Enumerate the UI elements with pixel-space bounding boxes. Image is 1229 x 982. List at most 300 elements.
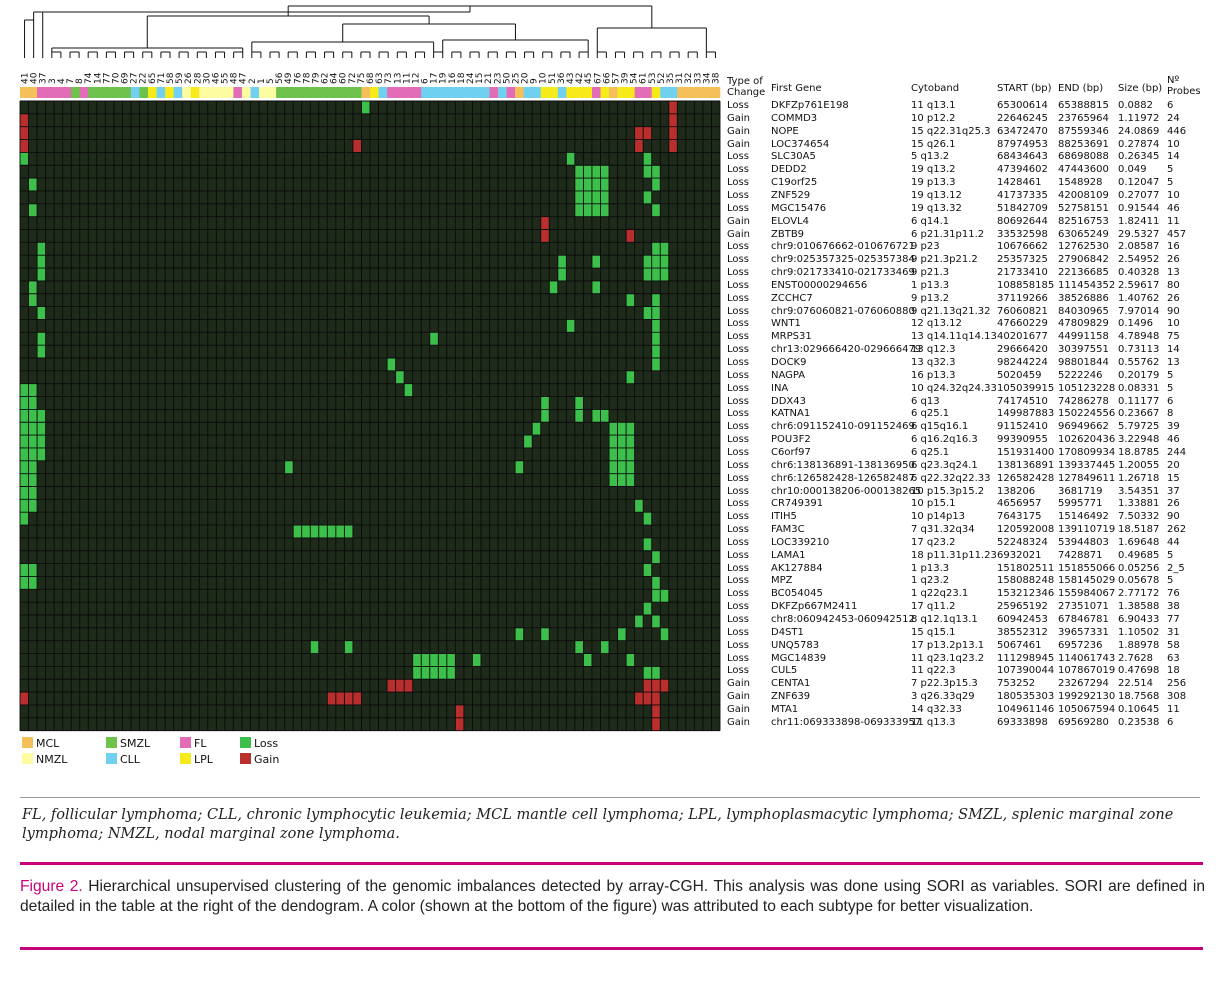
cell-probes: 75 bbox=[1167, 331, 1180, 343]
subtype-swatch bbox=[490, 87, 499, 98]
loss-cell bbox=[592, 191, 601, 204]
sample-label: 40 bbox=[29, 72, 40, 84]
cell-start: 180535303 bbox=[997, 691, 1055, 703]
gain-cell bbox=[669, 101, 678, 114]
subtype-swatch bbox=[199, 87, 208, 98]
cell-type: Loss bbox=[727, 485, 749, 497]
loss-cell bbox=[344, 525, 353, 538]
cell-size: 1.10502 bbox=[1118, 626, 1160, 638]
loss-cell bbox=[37, 242, 46, 255]
sample-label: 43 bbox=[566, 72, 576, 84]
cell-probes: 6 bbox=[1167, 100, 1174, 111]
legend-swatch bbox=[22, 737, 33, 748]
cell-type: Gain bbox=[727, 215, 750, 227]
cell-type: Loss bbox=[727, 614, 749, 625]
cell-end: 6957236 bbox=[1058, 639, 1103, 651]
loss-cell bbox=[600, 409, 609, 422]
cell-type: Gain bbox=[727, 112, 750, 124]
cell-size: 7.97014 bbox=[1118, 305, 1160, 317]
table-row bbox=[726, 229, 1226, 242]
cell-start: 76060821 bbox=[997, 305, 1048, 317]
loss-cell bbox=[566, 152, 575, 165]
cell-start: 29666420 bbox=[997, 344, 1048, 356]
cell-start: 111298945 bbox=[997, 652, 1055, 664]
cell-start: 87974953 bbox=[997, 138, 1048, 150]
cell-gene: chr9:021733410-021733469 bbox=[771, 267, 915, 279]
cell-probes: 2_5 bbox=[1167, 562, 1185, 574]
cell-probes: 14 bbox=[1167, 344, 1180, 356]
sample-label: 28 bbox=[193, 72, 204, 84]
cell-end: 5222246 bbox=[1058, 369, 1103, 381]
cell-gene: chr13:029666420-029666479 bbox=[771, 344, 922, 356]
cell-start: 21733410 bbox=[997, 267, 1048, 279]
subtype-swatch bbox=[515, 87, 524, 98]
subtype-swatch bbox=[20, 87, 29, 98]
loss-cell bbox=[404, 384, 413, 397]
subtype-swatch bbox=[609, 87, 618, 98]
cell-gene: DKFZp761E198 bbox=[771, 100, 849, 111]
cell-cytoband: 18 p11.31p11.23 bbox=[911, 549, 997, 561]
cell-cytoband: 1 q22q23.1 bbox=[911, 588, 969, 600]
cell-start: 69333898 bbox=[997, 716, 1048, 728]
subtype-swatch bbox=[29, 87, 38, 98]
cell-gene: chr11:069333898-069333957 bbox=[771, 716, 922, 728]
cell-size: 2.77172 bbox=[1118, 588, 1160, 600]
table-row bbox=[726, 306, 1226, 319]
subtype-swatch bbox=[105, 87, 114, 98]
loss-cell bbox=[29, 204, 38, 217]
subtype-swatch bbox=[379, 87, 388, 98]
loss-cell bbox=[387, 358, 396, 371]
cell-gene: CR749391 bbox=[771, 498, 824, 510]
cell-size: 0.55762 bbox=[1118, 357, 1160, 368]
sample-label: 63 bbox=[375, 72, 386, 84]
cell-cytoband: 1 p13.3 bbox=[911, 562, 950, 574]
sample-label: 64 bbox=[329, 72, 340, 84]
legend-label: SMZL bbox=[120, 737, 151, 750]
loss-cell bbox=[626, 474, 635, 487]
cell-gene: MPZ bbox=[771, 575, 793, 587]
loss-cell bbox=[29, 422, 38, 435]
cell-probes: 446 bbox=[1167, 125, 1187, 137]
gain-cell bbox=[20, 692, 29, 705]
loss-cell bbox=[29, 576, 38, 589]
cell-cytoband: 19 q13.2 bbox=[911, 164, 956, 176]
cell-end: 5995771 bbox=[1058, 498, 1103, 510]
cell-start: 138206 bbox=[997, 485, 1036, 497]
cell-gene: INA bbox=[771, 382, 789, 394]
loss-cell bbox=[652, 666, 661, 679]
loss-cell bbox=[361, 101, 370, 114]
cell-type: Loss bbox=[727, 267, 749, 279]
subtype-swatch bbox=[677, 87, 686, 98]
subtype-swatch bbox=[635, 87, 644, 98]
cell-gene: MTA1 bbox=[771, 703, 799, 715]
table-row bbox=[726, 293, 1226, 306]
cell-end: 1548928 bbox=[1058, 177, 1103, 189]
cell-probes: 26 bbox=[1167, 292, 1180, 304]
table-row bbox=[726, 434, 1226, 447]
subtype-swatch bbox=[626, 87, 635, 98]
cell-cytoband: 17 q23.2 bbox=[911, 536, 956, 548]
loss-cell bbox=[29, 435, 38, 448]
cell-start: 10676662 bbox=[997, 241, 1048, 253]
cell-size: 1.40762 bbox=[1118, 292, 1160, 304]
subtype-swatch bbox=[63, 87, 72, 98]
cell-probes: 5 bbox=[1167, 164, 1174, 176]
cell-start: 74174510 bbox=[997, 395, 1048, 407]
cell-gene: NAGPA bbox=[771, 369, 806, 381]
sample-label: 73 bbox=[384, 72, 395, 84]
subtype-swatch bbox=[455, 87, 464, 98]
cell-type: Loss bbox=[727, 421, 749, 433]
loss-cell bbox=[592, 178, 601, 191]
cell-start: 60942453 bbox=[997, 614, 1048, 625]
cell-size: 6.90433 bbox=[1118, 614, 1160, 625]
loss-cell bbox=[37, 409, 46, 422]
legend-swatch bbox=[240, 737, 251, 748]
cell-type: Loss bbox=[727, 434, 749, 446]
loss-cell bbox=[643, 191, 652, 204]
gain-cell bbox=[396, 679, 405, 692]
legend-swatch bbox=[180, 753, 191, 764]
cell-size: 7.50332 bbox=[1118, 511, 1160, 523]
sample-label: 57 bbox=[611, 72, 622, 84]
loss-cell bbox=[396, 371, 405, 384]
loss-cell bbox=[635, 615, 644, 628]
loss-cell bbox=[575, 178, 584, 191]
loss-cell bbox=[29, 178, 38, 191]
gain-cell bbox=[652, 718, 661, 731]
subtype-swatch bbox=[148, 87, 157, 98]
loss-cell bbox=[29, 487, 38, 500]
cell-cytoband: 10 q24.32q24.33 bbox=[911, 382, 997, 394]
cell-probes: 63 bbox=[1167, 652, 1180, 664]
cell-start: 41737335 bbox=[997, 189, 1048, 201]
cell-gene: DKFZp667M2411 bbox=[771, 601, 858, 613]
subtype-swatch bbox=[233, 87, 242, 98]
loss-cell bbox=[626, 654, 635, 667]
sample-label: 55 bbox=[220, 72, 231, 84]
table-row bbox=[726, 370, 1226, 383]
cell-cytoband: 11 q22.3 bbox=[911, 665, 956, 677]
col-header-end: END (bp) bbox=[1058, 83, 1104, 94]
sample-label: 46 bbox=[211, 72, 222, 84]
table-row bbox=[726, 486, 1226, 499]
cell-end: 30397551 bbox=[1058, 344, 1109, 356]
cell-size: 0.05256 bbox=[1118, 562, 1160, 574]
loss-cell bbox=[652, 255, 661, 268]
loss-cell bbox=[600, 178, 609, 191]
cell-end: 158145029 bbox=[1058, 575, 1116, 587]
loss-cell bbox=[592, 281, 601, 294]
subtype-swatch bbox=[208, 87, 217, 98]
subtype-swatch bbox=[165, 87, 174, 98]
subtype-swatch bbox=[37, 87, 46, 98]
subtype-swatch bbox=[643, 87, 652, 98]
gain-cell bbox=[344, 692, 353, 705]
cell-start: 5020459 bbox=[997, 369, 1042, 381]
table-row bbox=[726, 139, 1226, 152]
cell-start: 33532598 bbox=[997, 228, 1048, 240]
sample-label: 49 bbox=[284, 72, 295, 84]
subtype-swatch bbox=[600, 87, 609, 98]
loss-cell bbox=[29, 384, 38, 397]
legend-label: NMZL bbox=[36, 753, 68, 766]
subtype-swatch bbox=[618, 87, 627, 98]
sample-label: 24 bbox=[466, 72, 476, 84]
subtype-swatch bbox=[660, 87, 669, 98]
legend-item bbox=[180, 737, 206, 751]
cell-gene: ZNF529 bbox=[771, 189, 811, 201]
sample-label: 61 bbox=[638, 72, 649, 84]
loss-cell bbox=[600, 191, 609, 204]
sample-labels bbox=[21, 72, 722, 84]
gain-cell bbox=[20, 114, 29, 127]
cell-size: 1.26718 bbox=[1118, 472, 1160, 484]
cell-probes: 58 bbox=[1167, 639, 1180, 651]
sample-label: 50 bbox=[502, 72, 513, 84]
sample-label: 62 bbox=[320, 72, 331, 84]
loss-cell bbox=[20, 576, 29, 589]
cell-cytoband: 15 q26.1 bbox=[911, 138, 956, 150]
legend-swatch bbox=[106, 753, 117, 764]
subtype-swatch bbox=[182, 87, 191, 98]
cell-cytoband: 6 q13 bbox=[911, 395, 940, 407]
gain-cell bbox=[541, 230, 550, 243]
loss-cell bbox=[652, 615, 661, 628]
subtype-swatch bbox=[447, 87, 456, 98]
cell-size: 0.1496 bbox=[1118, 318, 1153, 330]
cell-probes: 90 bbox=[1167, 305, 1180, 317]
table-row bbox=[726, 550, 1226, 563]
loss-cell bbox=[635, 499, 644, 512]
cell-cytoband: 10 p14p13 bbox=[911, 511, 966, 523]
cell-probes: 16 bbox=[1167, 241, 1180, 253]
loss-cell bbox=[592, 165, 601, 178]
cell-size: 0.49685 bbox=[1118, 549, 1160, 561]
cell-start: 6932021 bbox=[997, 549, 1042, 561]
gain-cell bbox=[652, 679, 661, 692]
loss-cell bbox=[643, 602, 652, 615]
cell-cytoband: 11 q23.1q23.2 bbox=[911, 652, 985, 664]
sample-label: 34 bbox=[702, 72, 713, 84]
legend-item bbox=[240, 753, 279, 767]
cell-cytoband: 5 q13.2 bbox=[911, 151, 950, 163]
loss-cell bbox=[29, 564, 38, 577]
cell-gene: ELOVL4 bbox=[771, 215, 810, 227]
table-row bbox=[726, 447, 1226, 460]
cell-cytoband: 19 q13.32 bbox=[911, 202, 962, 214]
gain-cell bbox=[404, 679, 413, 692]
loss-cell bbox=[37, 345, 46, 358]
loss-cell bbox=[583, 178, 592, 191]
subtype-swatch bbox=[174, 87, 183, 98]
table-row bbox=[726, 318, 1226, 331]
subtype-swatch bbox=[131, 87, 140, 98]
sample-label: 42 bbox=[575, 72, 586, 84]
loss-cell bbox=[20, 384, 29, 397]
legend-item bbox=[106, 753, 140, 767]
cell-gene: D4ST1 bbox=[771, 626, 804, 638]
cell-type: Loss bbox=[727, 241, 749, 253]
loss-cell bbox=[652, 345, 661, 358]
cell-gene: LOC339210 bbox=[771, 536, 830, 548]
cell-size: 0.11177 bbox=[1118, 395, 1160, 407]
subtype-swatch bbox=[481, 87, 490, 98]
subtype-swatch bbox=[575, 87, 584, 98]
cell-end: 38526886 bbox=[1058, 292, 1109, 304]
cell-start: 37119266 bbox=[997, 292, 1048, 304]
cell-gene: FAM3C bbox=[771, 524, 805, 536]
table-row bbox=[726, 344, 1226, 357]
cell-cytoband: 14 q32.33 bbox=[911, 703, 962, 715]
gain-cell bbox=[643, 692, 652, 705]
cell-probes: 5 bbox=[1167, 549, 1174, 561]
table-row bbox=[726, 640, 1226, 653]
legend-swatch bbox=[240, 753, 251, 764]
dendrogram bbox=[25, 6, 716, 58]
subtype-swatch bbox=[583, 87, 592, 98]
sample-label: 5 bbox=[266, 78, 276, 84]
loss-cell bbox=[29, 294, 38, 307]
cell-gene: ITIH5 bbox=[771, 511, 797, 523]
cell-probes: 11 bbox=[1167, 215, 1180, 227]
gain-cell bbox=[336, 692, 345, 705]
cell-type: Loss bbox=[727, 562, 749, 574]
cell-gene: chr10:000138206-000138265 bbox=[771, 485, 922, 497]
table-row bbox=[726, 267, 1226, 280]
cell-type: Loss bbox=[727, 382, 749, 394]
loss-cell bbox=[20, 474, 29, 487]
cell-size: 3.22948 bbox=[1118, 434, 1160, 446]
table-row bbox=[726, 678, 1226, 691]
cell-end: 199292130 bbox=[1058, 691, 1116, 703]
cell-start: 108858185 bbox=[997, 279, 1055, 291]
cell-start: 120592008 bbox=[997, 524, 1055, 536]
cell-cytoband: 13 q14.11q14.13 bbox=[911, 331, 997, 343]
sample-label: 36 bbox=[556, 72, 567, 84]
cell-probes: 37 bbox=[1167, 485, 1180, 497]
loss-cell bbox=[583, 654, 592, 667]
cell-end: 102620436 bbox=[1058, 434, 1116, 446]
cell-start: 7643175 bbox=[997, 511, 1042, 523]
loss-cell bbox=[643, 307, 652, 320]
table-row bbox=[726, 575, 1226, 588]
gain-cell bbox=[635, 127, 644, 140]
legend-label: MCL bbox=[36, 737, 60, 750]
loss-cell bbox=[29, 474, 38, 487]
cell-gene: C19orf25 bbox=[771, 177, 818, 189]
cell-end: 74286278 bbox=[1058, 395, 1109, 407]
cell-start: 51842709 bbox=[997, 202, 1048, 214]
cell-size: 0.27077 bbox=[1118, 189, 1160, 201]
cell-end: 65388815 bbox=[1058, 100, 1109, 111]
loss-cell bbox=[660, 628, 669, 641]
cell-probes: 26 bbox=[1167, 254, 1180, 266]
loss-cell bbox=[438, 654, 447, 667]
cell-cytoband: 6 q25.1 bbox=[911, 446, 950, 458]
sample-label: 41 bbox=[20, 72, 31, 84]
table-row bbox=[726, 691, 1226, 704]
sample-label: 39 bbox=[620, 72, 631, 84]
loss-cell bbox=[413, 666, 422, 679]
cell-type: Loss bbox=[727, 472, 749, 484]
cell-gene: chr8:060942453-060942512 bbox=[771, 614, 915, 625]
col-header-type: Type of Change bbox=[727, 76, 766, 98]
cell-end: 150224556 bbox=[1058, 408, 1116, 420]
sample-label: 45 bbox=[584, 72, 595, 84]
cell-type: Gain bbox=[727, 716, 750, 728]
cell-cytoband: 15 q22.31q25.3 bbox=[911, 125, 991, 137]
loss-cell bbox=[609, 435, 618, 448]
cell-probes: 256 bbox=[1167, 678, 1187, 690]
loss-cell bbox=[566, 319, 575, 332]
cell-end: 44991158 bbox=[1058, 331, 1109, 343]
cell-size: 0.26345 bbox=[1118, 151, 1160, 163]
gain-cell bbox=[669, 114, 678, 127]
loss-cell bbox=[618, 628, 627, 641]
cell-size: 0.27874 bbox=[1118, 138, 1160, 150]
loss-cell bbox=[600, 165, 609, 178]
sample-label: 7 bbox=[66, 78, 76, 84]
loss-cell bbox=[29, 397, 38, 410]
gain-cell bbox=[635, 692, 644, 705]
cell-probes: 11 bbox=[1167, 703, 1180, 715]
cell-type: Loss bbox=[727, 202, 749, 214]
gain-cell bbox=[353, 140, 362, 153]
table-row bbox=[726, 177, 1226, 190]
cell-end: 105067594 bbox=[1058, 703, 1116, 715]
cell-probes: 14 bbox=[1167, 151, 1180, 163]
sample-label: 71 bbox=[156, 72, 167, 84]
cell-gene: DDX43 bbox=[771, 395, 806, 407]
loss-cell bbox=[302, 525, 311, 538]
cell-size: 0.20179 bbox=[1118, 369, 1160, 381]
subtype-swatch bbox=[140, 87, 149, 98]
loss-cell bbox=[652, 332, 661, 345]
cell-size: 0.10645 bbox=[1118, 703, 1160, 715]
legend-item bbox=[240, 737, 278, 751]
gain-cell bbox=[652, 705, 661, 718]
cell-type: Gain bbox=[727, 678, 750, 690]
loss-cell bbox=[29, 461, 38, 474]
table-row bbox=[726, 113, 1226, 126]
loss-cell bbox=[652, 268, 661, 281]
cell-end: 47443600 bbox=[1058, 164, 1109, 176]
cell-probes: 76 bbox=[1167, 588, 1180, 600]
gain-cell bbox=[626, 230, 635, 243]
sample-label: 35 bbox=[666, 72, 676, 84]
cell-cytoband: 15 q15.1 bbox=[911, 626, 956, 638]
cell-end: 23267294 bbox=[1058, 678, 1109, 690]
cell-size: 5.79725 bbox=[1118, 421, 1160, 433]
cell-probes: 10 bbox=[1167, 318, 1180, 330]
cell-start: 91152410 bbox=[997, 421, 1048, 433]
sample-label: 74 bbox=[84, 72, 95, 84]
cell-gene: AK127884 bbox=[771, 562, 823, 574]
table-row bbox=[726, 280, 1226, 293]
sample-label: 60 bbox=[338, 72, 349, 84]
loss-cell bbox=[20, 152, 29, 165]
caption-rule-top bbox=[20, 862, 1203, 865]
subtype-swatch bbox=[387, 87, 396, 98]
loss-cell bbox=[29, 448, 38, 461]
cell-probes: 13 bbox=[1167, 357, 1180, 368]
loss-cell bbox=[626, 371, 635, 384]
cell-type: Loss bbox=[727, 665, 749, 677]
cell-size: 0.12047 bbox=[1118, 177, 1160, 189]
